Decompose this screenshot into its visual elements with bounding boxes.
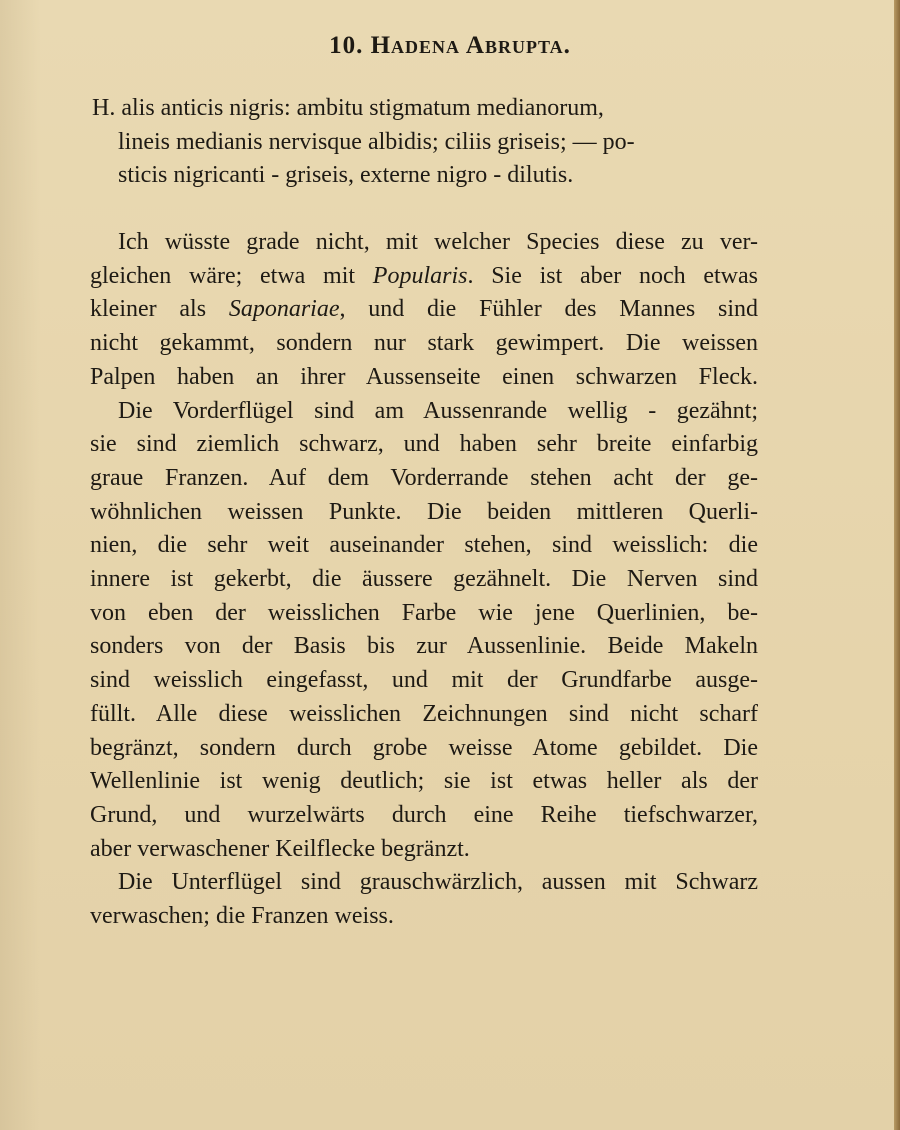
heading-title: Hadena Abrupta.: [370, 32, 571, 59]
text-line: verwaschen; die Franzen weiss.: [90, 903, 394, 930]
text-segment: kleiner als: [90, 296, 229, 323]
text-segment: , und die Fühler des Mannes sind: [339, 296, 758, 323]
description-text: [90, 226, 758, 934]
heading-number: 10.: [329, 32, 364, 59]
page-heading: [0, 32, 900, 60]
text-line: [90, 260, 758, 294]
text-line: aber verwaschener Keilflecke begränzt.: [90, 835, 470, 862]
diagnosis-line: H. alis anticis nigris: ambitu stigmatum medianorum,: [92, 95, 604, 121]
text-line: nien, die sehr weit auseinander stehen, sind weisslich: die: [90, 532, 758, 559]
latin-diagnosis: [90, 92, 758, 193]
text-line: von eben der weisslichen Farbe wie jene Querlinien, be-: [90, 599, 758, 626]
diagnosis-line: sticis nigricanti - griseis, externe nigro - dilutis.: [118, 162, 574, 189]
text-line: wöhnlichen weissen Punkte. Die beiden mittleren Querli-: [90, 498, 758, 525]
text-line: innere ist gekerbt, die äussere gezähnelt. Die Nerven sind: [90, 566, 758, 593]
text-segment: gleichen wäre; etwa mit: [90, 262, 373, 289]
text-line: sonders von der Basis bis zur Aussenlinie. Beide Makeln: [90, 633, 758, 660]
text-line: nicht gekammt, sondern nur stark gewimpert. Die weissen: [90, 330, 758, 357]
text-line: Grund, und wurzelwärts durch eine Reihe tiefschwarzer,: [90, 801, 758, 828]
text-line: graue Franzen. Auf dem Vorderrande stehen acht der ge-: [90, 464, 758, 491]
text-line: Ich wüsste grade nicht, mit welcher Species diese zu ver-: [118, 229, 758, 255]
page-edge: [894, 0, 900, 1130]
text-line: sie sind ziemlich schwarz, und haben sehr breite einfarbig: [90, 431, 758, 458]
text-line: Palpen haben an ihrer Aussenseite einen schwarzen Fleck.: [90, 363, 758, 390]
text-line: Die Unterflügel sind grauschwärzlich, aussen mit Schwarz: [118, 869, 758, 896]
text-segment: . Sie ist aber noch etwas: [467, 262, 758, 289]
species-name-popularis: Popularis: [372, 262, 468, 289]
species-name-saponariae: Saponariae: [228, 296, 340, 323]
text-line: sind weisslich eingefasst, und mit der Grundfarbe ausge-: [90, 667, 758, 694]
text-line: begränzt, sondern durch grobe weisse Atome gebildet. Die: [90, 734, 758, 761]
text-line: füllt. Alle diese weisslichen Zeichnungen sind nicht scharf: [90, 700, 758, 727]
text-line: [90, 293, 758, 327]
text-line: Die Vorderflügel sind am Aussenrande wellig - gezähnt;: [118, 397, 758, 424]
diagnosis-line: lineis medianis nervisque albidis; ciliis griseis; — po-: [118, 128, 635, 155]
text-line: Wellenlinie ist wenig deutlich; sie ist etwas heller als der: [90, 768, 758, 795]
